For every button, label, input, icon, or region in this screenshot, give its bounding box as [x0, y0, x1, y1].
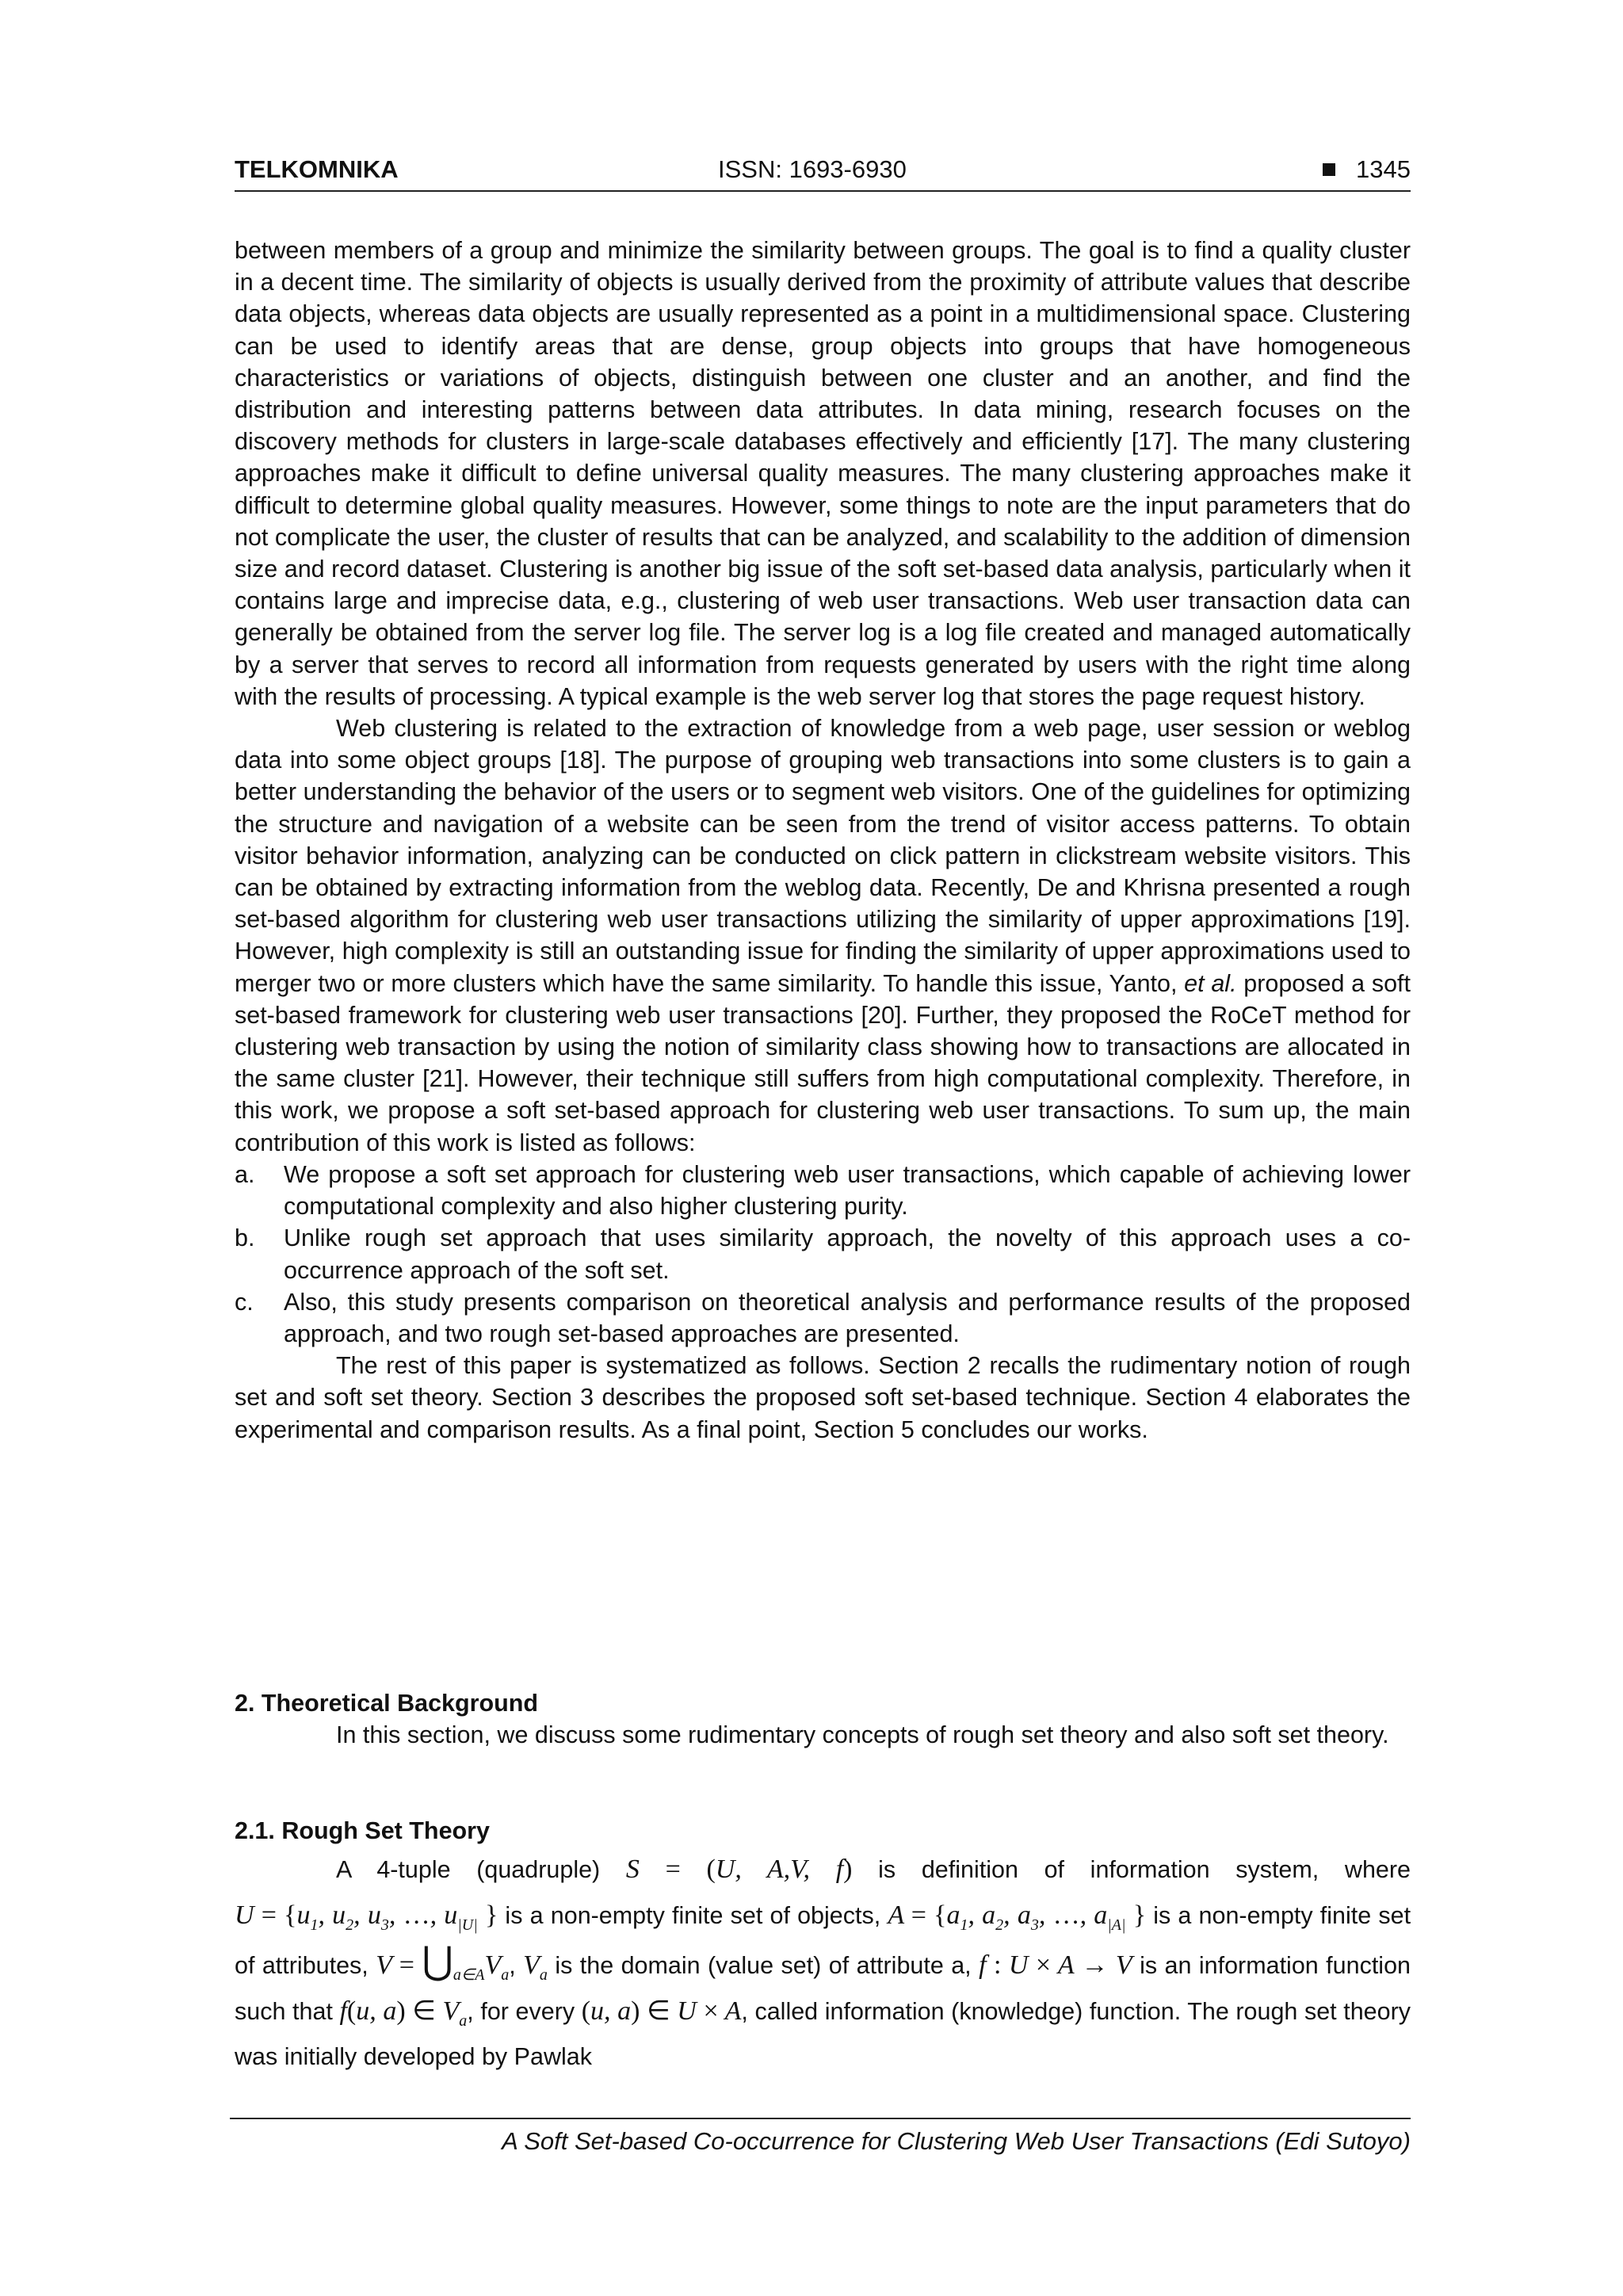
page-footer: [230, 2118, 1411, 2156]
rough-set-paragraph: [235, 1847, 1411, 2080]
issn: ISSN: 1693-6930: [718, 155, 907, 183]
equation-information-function: f : U × A → V: [979, 1950, 1132, 1981]
equation-domain: $V_a$: [523, 1950, 548, 1984]
list-text: Unlike rough set approach that uses similarity approach, the novelty of this approach uses a co-occurrence approach of the soft set.: [284, 1224, 1411, 1284]
section-2-paragraph: In this section, we discuss some rudimentary concepts of rough set theory and also soft set theory.: [336, 1721, 1389, 1749]
contribution-item: [235, 1286, 1411, 1350]
equation-function-value: f(u, a) ∈ $V_a$: [339, 1996, 468, 2030]
text-run: is an information function such that: [235, 1952, 1411, 2026]
intro-block: [235, 235, 1411, 1446]
contribution-item: [235, 1159, 1411, 1222]
contribution-list: [235, 1159, 1411, 1350]
list-marker: b.: [235, 1224, 255, 1252]
intro-paragraph-2: [235, 712, 1411, 1159]
intro-paragraph-1: between members of a group and minimize the similarity between groups. The goal is to find a quality cluster in a decent time. The similarity of objects is usually derived from the proximity of attribute values that describe data objects, whereas data objects are usually represented as a point in a multidimensional space. Clustering can be used to identify areas that are dense, group objects into groups that have homogeneous characteristics or variations of objects, distinguish between one cluster and an another, and find the distribution and interesting patterns between data attributes. In data mining, research focuses on the discovery methods for clusters in large-scale databases effectively and efficiently [17]. The many clustering approaches make it difficult to define universal quality measures. The many clustering approaches make it difficult to determine global quality measures. However, some things to note are the input parameters that do not complicate the user, the cluster of results that can be analyzed, and scalability to the addition of dimension size and record dataset. Clustering is another big issue of the soft set-based data analysis, particularly when it contains large and imprecise data, e.g., clustering of web user transactions. Web user transaction data can generally be obtained from the server log file. The server log is a log file created and managed automatically by a server that serves to record all information from requests generated by users with the right time along with the results of processing. A typical example is the web server log that stores the page request history.: [235, 237, 1411, 710]
list-marker: a.: [235, 1160, 255, 1188]
para2-text-a: Web clustering is related to the extraction of knowledge from a web page, user session or weblog data into some object groups [18]. The purpose of grouping web transactions into some clusters is to gain a better understanding the behavior of the users or to segment web visitors. One of the guidelines for optimizing the structure and navigation of a website can be seen from the trend of visitor access patterns. To obtain visitor behavior information, analyzing can be conducted on click pattern in clickstream website visitors. This can be obtained by extracting information from the weblog data. Recently, De and Khrisna presented a rough set-based algorithm for clustering web user transactions utilizing the similarity of upper approximations [19]. However, high complexity is still an outstanding issue for finding the similarity of upper approximations used to merger two or more clusters which have the same similarity. To handle this issue, Yanto,: [235, 715, 1411, 997]
text-run: is the domain (value set) of attribute a,: [547, 1952, 980, 1980]
intro-paragraph-3: The rest of this paper is systematized as follows. Section 2 recalls the rudimentary notion of rough set and soft set theory. Section 3 describes the proposed soft set-based technique. Section 4 elaborates the experimental and comparison results. As a final point, Section 5 concludes our works.: [235, 1352, 1411, 1443]
section-heading: 2. Theoretical Background: [235, 1690, 539, 1717]
text-run: , called information (knowledge) function. The rough set theory was initially developed by Pawlak: [235, 1998, 1411, 2071]
list-text: We propose a soft set approach for clustering web user transactions, which capable of achieving lower computational complexity and also higher clustering purity.: [284, 1160, 1411, 1221]
equation-universe-set: $U = \{u_1$, $u_2$, $u_3$, …, $u_{|U|}$ }: [235, 1901, 498, 1934]
equation-information-system: S = (U, A,V, f): [625, 1855, 853, 1885]
section-2-1: [235, 1815, 1411, 2080]
section-2: [235, 1687, 1411, 1751]
text-run: ,: [509, 1952, 524, 1980]
list-text: Also, this study presents comparison on theoretical analysis and performance results of the proposed approach, and two rough set-based approaches are presented.: [284, 1288, 1411, 1347]
equation-value-union: $V = ⋃_{a\in A}V_a$: [376, 1940, 510, 1984]
black-square-icon: [1323, 163, 1335, 176]
subsection-heading: 2.1. Rough Set Theory: [235, 1817, 490, 1844]
list-marker: c.: [235, 1288, 254, 1316]
text-run: is a non-empty finite set of attributes,: [235, 1902, 1411, 1980]
journal-name: TELKOMNIKA: [235, 155, 399, 183]
page-header: [235, 155, 1411, 192]
equation-attribute-set: $A = \{a_1$, $a_2$, $a_3$, …, $a_{|A|}$ }: [888, 1901, 1147, 1934]
footer-title: A Soft Set-based Co-occurrence for Clustering Web User Transactions (Edi Sutoyo): [502, 2127, 1411, 2155]
para2-text-b: proposed a soft set-based framework for clustering web user transactions [20]. Further, they proposed the RoCeT method for clustering web transaction by using the notion of similarity class showing how to transactions are allocated in the same cluster [21]. However, their technique still suffers from high computational complexity. Therefore, in this work, we propose a soft set-based approach for clustering web user transactions. To sum up, the main contribution of this work is listed as follows:: [235, 969, 1411, 1156]
page-number-block: [1323, 155, 1411, 184]
text-run: A 4-tuple (quadruple): [336, 1856, 626, 1884]
text-run: is definition of information system, where: [852, 1856, 1411, 1884]
text-run: , for every: [467, 1998, 582, 2026]
equation-domain-pair: (u, a) ∈ U × A: [581, 1996, 742, 2027]
text-run: is a non-empty finite set of objects,: [498, 1902, 888, 1930]
contribution-item: [235, 1222, 1411, 1286]
page-number: 1345: [1356, 155, 1411, 183]
para2-et-al: et al.: [1184, 969, 1237, 997]
